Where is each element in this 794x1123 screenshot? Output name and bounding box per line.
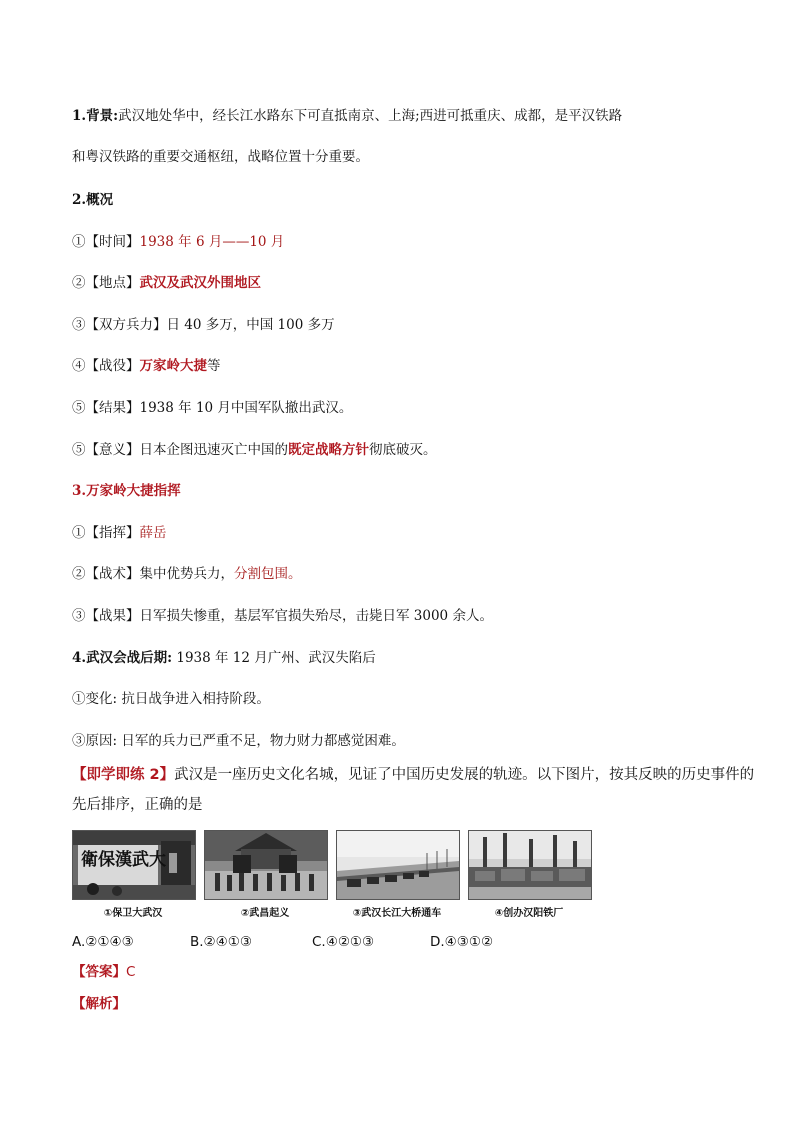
- background-label: 1.背景:: [72, 108, 119, 124]
- later-reason: ③原因: 日军的兵力已严重不足，物力财力都感觉困难。: [72, 733, 405, 749]
- wanjialing-tactic: [72, 564, 734, 584]
- place-label: ②【地点】: [72, 275, 140, 291]
- meaning-suffix: 彻底破灭。: [369, 442, 437, 458]
- time-label: ①【时间】: [72, 234, 140, 250]
- option-c[interactable]: C.④②①③: [312, 934, 375, 950]
- background-text-2: 和粤汉铁路的重要交通枢纽，战略位置十分重要。: [72, 149, 369, 165]
- wanjialing-outcome: ③【战果】日军损失惨重，基层军官损失殆尽，击毙日军 3000 余人。: [72, 608, 493, 624]
- overview-battle: [72, 356, 734, 376]
- background-text-1: 武汉地处华中，经长江水路东下可直抵南京、上海;西进可抵重庆、成都，是平汉铁路: [118, 108, 623, 124]
- analysis-line: [72, 994, 734, 1014]
- photo-yangtze-bridge: [336, 830, 460, 900]
- later-label: 4.武汉会战后期:: [72, 650, 173, 666]
- analysis-tag: 【解析】: [72, 996, 126, 1012]
- photo-caption-4: ④创办汉阳铁厂: [494, 908, 564, 919]
- question-line-2: 先后排序，正确的是: [72, 797, 203, 813]
- tactic-label: ②【战术】集中优势兵力，: [72, 566, 234, 582]
- meaning-value: 既定战略方针: [288, 442, 369, 458]
- option-b[interactable]: B.②④①③: [190, 934, 252, 950]
- option-a[interactable]: A.②①④③: [72, 934, 134, 950]
- battle-suffix: 等: [207, 358, 221, 374]
- sign-text: 衛保漢武大: [81, 850, 166, 870]
- photo-hanyang-ironworks: [468, 830, 592, 900]
- photo-caption-3: ③武汉长江大桥通车: [352, 908, 442, 919]
- later-text: 1938 年 12 月广州、武汉失陷后: [172, 650, 376, 666]
- question-photos: [72, 830, 592, 922]
- overview-place: [72, 273, 734, 293]
- question-tag: 【即学即练 2】: [72, 767, 175, 783]
- photo-defend-wuhan: [72, 830, 196, 900]
- wanjialing-commander: [72, 523, 734, 543]
- background-line-1: [72, 106, 734, 126]
- question-line-1: [72, 765, 755, 785]
- answer-tag: 【答案】: [72, 964, 126, 980]
- tactic-value: 分割包围。: [234, 566, 302, 582]
- answer-line: [72, 962, 734, 982]
- background-line-2: [72, 147, 734, 167]
- option-d[interactable]: D.④③①②: [430, 934, 494, 950]
- overview-meaning: [72, 440, 734, 460]
- battle-value: 万家岭大捷: [139, 358, 207, 374]
- question-text-1: 武汉是一座历史文化名城，见证了中国历史发展的轨迹。以下图片，按其反映的历史事件的: [174, 767, 755, 783]
- meaning-label: ⑤【意义】日本企图迅速灭亡中国的: [72, 442, 288, 458]
- photo-wuchang-uprising: [204, 830, 328, 900]
- overview-time: [72, 232, 734, 252]
- later-line: [72, 648, 734, 668]
- commander-value: 薛岳: [139, 525, 167, 541]
- photo-caption-1: ①保卫大武汉: [103, 908, 163, 919]
- time-value: 1938 年 6 月——10 月: [139, 234, 285, 250]
- answer-value: C: [126, 964, 136, 980]
- battle-label: ④【战役】: [72, 358, 140, 374]
- wanjialing-heading: 3.万家岭大捷指挥: [72, 483, 181, 499]
- overview-forces: ③【双方兵力】日 40 多万，中国 100 多万: [72, 317, 335, 333]
- photo-caption-2: ②武昌起义: [240, 908, 290, 919]
- commander-label: ①【指挥】: [72, 525, 140, 541]
- later-change: ①变化: 抗日战争进入相持阶段。: [72, 691, 270, 707]
- overview-result: ⑤【结果】1938 年 10 月中国军队撤出武汉。: [72, 400, 353, 416]
- overview-heading: 2.概况: [72, 192, 114, 208]
- place-value: 武汉及武汉外围地区: [139, 275, 261, 291]
